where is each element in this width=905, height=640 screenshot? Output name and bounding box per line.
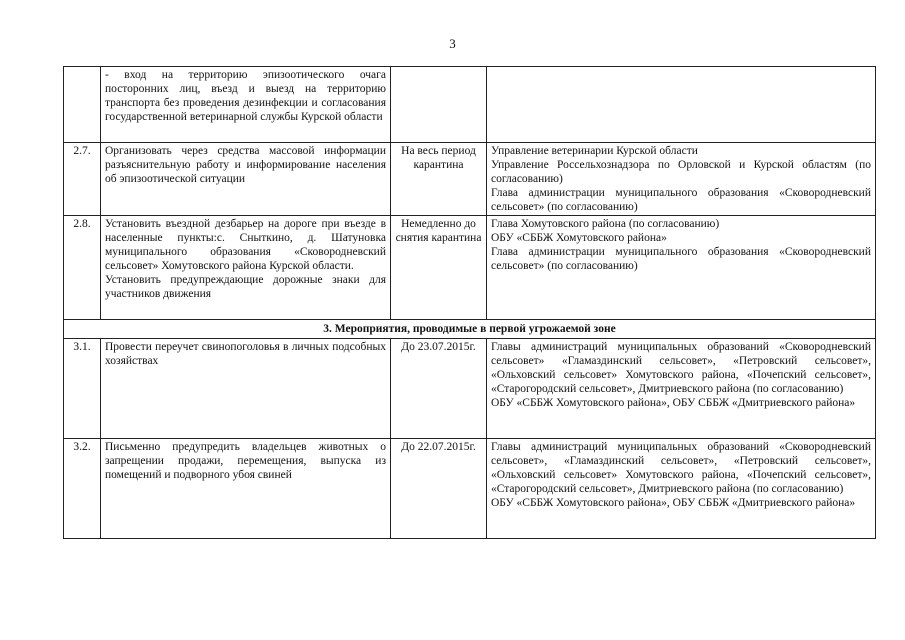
row-term: До 22.07.2015г.: [391, 439, 487, 539]
responsible-text: Глава администрации муниципального образования «Сковородневский сельсовет» (по согласованию): [491, 187, 871, 213]
row-number: 2.8.: [64, 216, 101, 320]
measures-table: [63, 66, 876, 539]
table-row: [64, 339, 876, 439]
table-row: [64, 216, 876, 320]
responsible-text: ОБУ «СББЖ Хомутовского района», ОБУ СББЖ «Дмитриевского района»: [491, 497, 856, 509]
row-action: [101, 216, 391, 320]
table-row: [64, 439, 876, 539]
row-term: До 23.07.2015г.: [391, 339, 487, 439]
responsible-text: Управление ветеринарии Курской области: [491, 145, 698, 157]
responsible-text: Глава администрации муниципального образования «Сковородневский сельсовет» (по согласованию): [491, 246, 871, 272]
table-row: [64, 67, 876, 143]
row-responsible: [487, 439, 876, 539]
action-text: Провести переучет свинопоголовья в личных подсобных хозяйствах: [105, 341, 386, 367]
row-action: [101, 439, 391, 539]
row-term: [391, 67, 487, 143]
action-text: Установить въездной дезбарьер на дороге при въезде в населенные пункты:с. Сныткино, д. Шатуновка муниципального образования «Сковородневский сельсовет» Хомутовского района Курской области.: [105, 218, 386, 272]
action-text: Письменно предупредить владельцев животных о запрещении продажи, перемещения, выпуска из помещений и подворного убоя свиней: [105, 441, 386, 481]
row-number: [64, 67, 101, 143]
row-term: Немедленно до снятия карантина: [391, 216, 487, 320]
action-text: Организовать через средства массовой информации разъяснительную работу и информирование населения об эпизоотической ситуации: [105, 145, 386, 185]
row-responsible: [487, 67, 876, 143]
row-term: На весь период карантина: [391, 143, 487, 216]
row-responsible: [487, 143, 876, 216]
row-responsible: [487, 339, 876, 439]
row-action: [101, 143, 391, 216]
row-number: 2.7.: [64, 143, 101, 216]
responsible-text: Управление Россельхознадзора по Орловской и Курской областям (по согласованию): [491, 159, 871, 185]
responsible-text: Главы администраций муниципальных образований «Сковородневский сельсовет» «Гламаздинский сельсовет», «Петровский сельсовет», «Ольховский сельсовет» Хомутовского района, «Почепский сельсовет», «Старогородский сельсовет», Дмитриевского района (по согласованию): [491, 341, 871, 395]
row-number: 3.2.: [64, 439, 101, 539]
row-number: 3.1.: [64, 339, 101, 439]
action-text: Установить предупреждающие дорожные знаки для участников движения: [105, 274, 386, 300]
section-title: 3. Мероприятия, проводимые в первой угрожаемой зоне: [64, 320, 876, 339]
responsible-text: ОБУ «СББЖ Хомутовского района», ОБУ СББЖ «Дмитриевского района»: [491, 397, 856, 409]
table-row: [64, 143, 876, 216]
page-number: 3: [449, 36, 456, 51]
row-responsible: [487, 216, 876, 320]
row-action: [101, 67, 391, 143]
action-text: - вход на территорию эпизоотического очага посторонних лиц, въезд и выезд на территорию транспорта без проведения дезинфекции и согласования государственной ветеринарной службы Курской области: [105, 69, 386, 123]
section-header-row: [64, 320, 876, 339]
responsible-text: Глава Хомутовского района (по согласованию): [491, 218, 720, 230]
row-action: [101, 339, 391, 439]
responsible-text: Главы администраций муниципальных образований «Сковородневский сельсовет», «Гламаздинский сельсовет», «Петровский сельсовет», «Ольховский сельсовет» Хомутовского района, «Почепский сельсовет», «Старогородский сельсовет», Дмитриевского района (по согласованию): [491, 441, 871, 495]
responsible-text: ОБУ «СББЖ Хомутовского района»: [491, 232, 667, 244]
